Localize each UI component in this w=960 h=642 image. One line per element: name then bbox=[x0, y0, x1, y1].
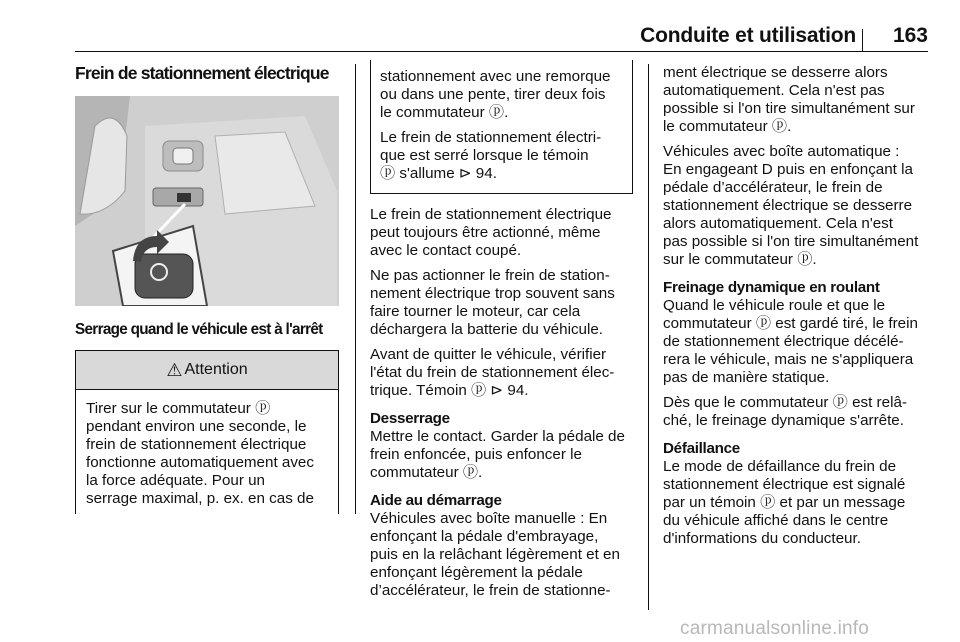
text-line: déchargera la batterie du véhicule. bbox=[370, 321, 604, 338]
warning-line: Tirer sur le commutateur ⓟ bbox=[86, 400, 271, 417]
warning-line: la force adéquate. Pour un bbox=[86, 472, 266, 489]
warning-box bbox=[75, 350, 339, 514]
text-line: commutateur ⓟ. bbox=[370, 464, 483, 481]
text-line: que est serré lorsque le témoin bbox=[380, 147, 589, 164]
paragraph bbox=[663, 394, 928, 430]
text-line: d’accélérateur, le frein de stationne- bbox=[370, 582, 611, 599]
heading-release: Desserrage bbox=[370, 410, 450, 427]
column-1 bbox=[75, 64, 339, 89]
paragraph bbox=[663, 297, 928, 387]
warning-line: frein de stationnement électrique bbox=[86, 436, 307, 453]
text-line: Véhicules avec boîte manuelle : En bbox=[370, 510, 608, 527]
column-2 bbox=[370, 206, 633, 607]
watermark: carmanualsonline.info bbox=[680, 618, 870, 639]
paragraph bbox=[370, 267, 633, 339]
text-line: rera le véhicule, mais ne s'appliquera bbox=[663, 351, 914, 368]
text-line: trique. Témoin ⓟ ⊳ 94. bbox=[370, 382, 529, 399]
heading-failure: Défaillance bbox=[663, 440, 740, 457]
text-line: En engageant D puis en enfonçant la bbox=[663, 161, 913, 178]
header-divider bbox=[862, 29, 863, 51]
text-line: ⓟ s'allume ⊳ 94. bbox=[380, 165, 497, 182]
text-line: stationnement électrique se desserre bbox=[663, 197, 913, 214]
text-line: frein enfoncée, puis enfoncer le bbox=[370, 446, 582, 463]
text-line: stationnement avec une remorque bbox=[380, 68, 611, 85]
paragraph bbox=[370, 510, 633, 600]
text-line: faire tourner le moteur, car cela bbox=[370, 303, 581, 320]
text-line: ou dans une pente, tirer deux fois bbox=[380, 86, 606, 103]
text-line: l'état du frein de stationnement élec- bbox=[370, 364, 615, 381]
heading-dynamic-braking: Freinage dynamique en roulant bbox=[663, 279, 880, 296]
column-divider bbox=[648, 64, 649, 610]
warning-triangle-icon: ⚠ bbox=[166, 359, 183, 380]
paragraph bbox=[663, 64, 928, 136]
text-line: peut toujours être actionné, même bbox=[370, 224, 601, 241]
text-line: ment électrique se desserre alors bbox=[663, 64, 888, 81]
text-line: le commutateur ⓟ. bbox=[380, 104, 509, 121]
text-line: Dès que le commutateur ⓟ est relâ- bbox=[663, 394, 907, 411]
text-line: Quand le véhicule roule et que le bbox=[663, 297, 886, 314]
text-line: nement électrique trop souvent sans bbox=[370, 285, 615, 302]
warning-box-continued bbox=[370, 60, 633, 194]
text-line: d'informations du conducteur. bbox=[663, 530, 861, 547]
box-paragraph bbox=[380, 129, 624, 183]
text-line: le commutateur ⓟ. bbox=[663, 118, 792, 135]
text-line: Ne pas actionner le frein de station- bbox=[370, 267, 610, 284]
text-line: automatiquement. Cela n'est pas bbox=[663, 82, 885, 99]
paragraph bbox=[370, 346, 633, 400]
text-line: pas de manière statique. bbox=[663, 369, 830, 386]
paragraph bbox=[663, 458, 928, 548]
paragraph bbox=[370, 206, 633, 260]
warning-body bbox=[76, 390, 338, 508]
text-line: pédale d’accélérateur, le frein de bbox=[663, 179, 883, 196]
text-line: alors automatiquement. Cela n'est bbox=[663, 215, 893, 232]
heading-start-assist: Aide au démarrage bbox=[370, 492, 502, 509]
text-line: enfonçant la pédale d'embrayage, bbox=[370, 528, 599, 545]
header-rule bbox=[75, 51, 928, 52]
section-title: Frein de stationnement électrique bbox=[75, 63, 329, 83]
column-divider bbox=[355, 64, 356, 514]
text-line: ché, le freinage dynamique s'arrête. bbox=[663, 412, 904, 429]
text-line: Le frein de stationnement électri- bbox=[380, 129, 602, 146]
text-line: Le frein de stationnement électrique bbox=[370, 206, 612, 223]
text-line: pas possible si l'on tire simultanément bbox=[663, 233, 919, 250]
warning-title: Attention bbox=[184, 361, 248, 378]
text-line: Le mode de défaillance du frein de bbox=[663, 458, 897, 475]
text-line: Avant de quitter le véhicule, vérifier bbox=[370, 346, 607, 363]
warning-line: pendant environ une seconde, le bbox=[86, 418, 307, 435]
text-line: possible si l'on tire simultanément sur bbox=[663, 100, 915, 117]
text-line: commutateur ⓟ est gardé tiré, le frein bbox=[663, 315, 918, 332]
warning-line: fonctionne automatiquement avec bbox=[86, 454, 314, 471]
text-line: par un témoin ⓟ et par un message bbox=[663, 494, 906, 511]
text-line: avec le contact coupé. bbox=[370, 242, 522, 259]
warning-line: serrage maximal, p. ex. en cas de bbox=[86, 490, 314, 507]
text-line: du véhicule affiché dans le centre bbox=[663, 512, 889, 529]
text-line: enfonçant légèrement la pédale bbox=[370, 564, 583, 581]
text-line: Mettre le contact. Garder la pédale de bbox=[370, 428, 625, 445]
warning-header bbox=[76, 351, 338, 390]
subheading-stationary: Serrage quand le véhicule est à l'arrêt bbox=[75, 321, 323, 338]
box-paragraph bbox=[380, 68, 624, 122]
paragraph bbox=[663, 143, 928, 269]
parking-brake-switch-illustration bbox=[75, 96, 339, 306]
console-drawing bbox=[75, 96, 339, 306]
chapter-title: Conduite et utilisation bbox=[640, 24, 856, 47]
text-line: stationnement électrique est signalé bbox=[663, 476, 906, 493]
column-3 bbox=[663, 64, 928, 555]
text-line: puis en la relâchant légèrement et en bbox=[370, 546, 620, 563]
paragraph bbox=[370, 428, 633, 482]
text-line: de stationnement électrique décélé- bbox=[663, 333, 904, 350]
text-line: Véhicules avec boîte automatique : bbox=[663, 143, 900, 160]
page-number: 163 bbox=[892, 24, 928, 47]
text-line: sur le commutateur ⓟ. bbox=[663, 251, 817, 268]
